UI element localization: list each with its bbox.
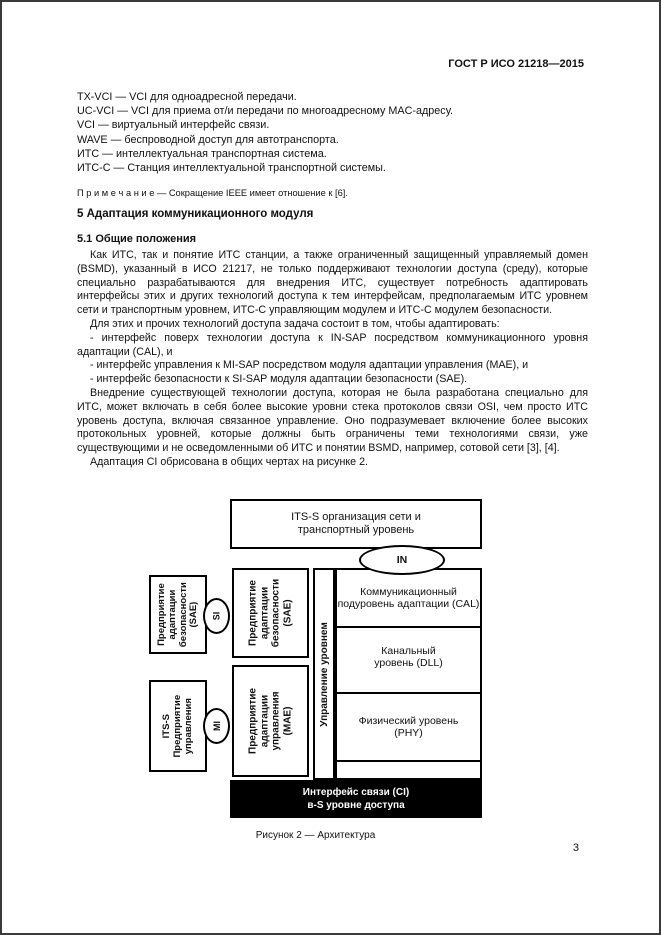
its-network-transport-box (230, 499, 482, 549)
security-adaptation-entity-box (232, 568, 309, 658)
paragraph: Для этих и прочих технологий доступа задача состоит в том, чтобы адаптировать: (90, 317, 500, 330)
security-adaptation-entity-outer-label: Предприятие адаптации безопасности (SAE) (155, 582, 199, 647)
si-sap-ellipse (203, 598, 230, 634)
list-item: - интерфейс поверх технологии доступа к IN-SAP посредством коммуникационного уровня адаптации (CAL), и (77, 331, 588, 358)
dll-label: Канальный уровень (DLL) (374, 644, 443, 669)
abbreviation-item: ИТС-С — Станция интеллектуальной транспортной системы. (77, 162, 386, 175)
management-adaptation-entity-label: Предприятие адаптации управления (MAE) (247, 688, 293, 754)
abbreviation-item: VCI — виртуальный интерфейс связи. (77, 119, 270, 132)
mi-sap-label: MI (211, 721, 222, 731)
section-heading: 5 Адаптация коммуникационного модуля (77, 208, 314, 220)
phy-box (335, 692, 482, 762)
layer-management-label: Управление уровнем (318, 621, 330, 727)
ci-access-bar-line1: Интерфейс связи (CI) (302, 786, 410, 798)
body-text (77, 249, 588, 470)
cal-label: Коммуникационный подуровень адаптации (CAL) (337, 585, 480, 610)
abbreviation-item: ИТС — интеллектуальная транспортная система. (77, 147, 327, 160)
layer-management-strip (313, 568, 335, 780)
phy-label: Физический уровень (PHY) (358, 714, 459, 739)
in-sap-ellipse (359, 545, 445, 575)
ci-access-bar (230, 780, 482, 818)
si-sap-label: SI (211, 611, 222, 621)
document-header: ГОСТ Р ИСО 21218—2015 (448, 58, 584, 70)
management-adaptation-entity-box (232, 665, 309, 777)
list-item: - интерфейс безопасности к SI-SAP модуля адаптации безопасности (SAE). (90, 373, 468, 386)
security-adaptation-entity-outer-box (149, 575, 207, 654)
security-adaptation-entity-label: Предприятие адаптации безопасности (SAE) (247, 578, 293, 648)
abbreviation-item: UC-VCI — VCI для приема от/и передачи по многоадресному MAC-адресу. (77, 105, 454, 118)
figure-2-architecture-diagram (149, 499, 482, 820)
paragraph: Адаптация CI обрисована в общих чертах на рисунке 2. (90, 455, 369, 468)
ci-access-bar-line2: в-S уровне доступа (307, 800, 405, 811)
subsection-heading: 5.1 Общие положения (77, 233, 197, 245)
paragraph: Внедрение существующей технологии доступа, которая не была разработана специально для ИТС, может включать в себя более высокие уровни стека протоколов связи OSI, чем просто ИТС уровень доступа, включая связанное управление. Оно подразумевает включение более высоких протокольных уровней, которые должны быть ограничены теми технологиями связи, уже существующими и не осведомленными об ИТС и понятии BSMD, например, сотовой сети [3], [4]. (77, 386, 588, 455)
mi-sap-ellipse (203, 708, 230, 744)
note-text: П р и м е ч а н и е — Сокращение IEEE имеет отношение к [6]. (77, 188, 348, 198)
abbreviation-item: TX-VCI — VCI для одноадресной передачи. (77, 91, 297, 103)
abbreviation-item: WAVE — беспроводной доступ для автотранспорта. (77, 133, 339, 146)
abbreviation-list (77, 90, 588, 175)
its-network-transport-label: ITS-S организация сети и транспортный уровень (291, 510, 421, 536)
its-management-entity-box (149, 680, 207, 772)
cal-box (335, 568, 482, 628)
paragraph: Как ИТС, так и понятие ИТС станции, а также ограниченный защищенный управляемый домен (BSMD), указанный в ИСО 21217, не только поддерживают технологии доступа (среду), которые специально разрабатываются для внедрения ИТС, существует потребность адаптировать интерфейсы этих и других технологий доступа к тем интерфейсам, предполагаемым ИТС уровнем сети и транспортным уровнем, ИТС-С управляющим модулем и ИТС-С модулем безопасности. (77, 249, 588, 317)
in-sap-label: IN (396, 554, 408, 566)
list-item: - интерфейс управления к MI-SAP посредством модуля адаптации управления (MAE), и (90, 359, 529, 372)
its-management-entity-label: ITS-S Предприятие управления (160, 694, 194, 758)
figure-caption: Рисунок 2 — Архитектура (255, 830, 376, 841)
dll-area (335, 632, 482, 682)
page-number: 3 (572, 842, 579, 854)
